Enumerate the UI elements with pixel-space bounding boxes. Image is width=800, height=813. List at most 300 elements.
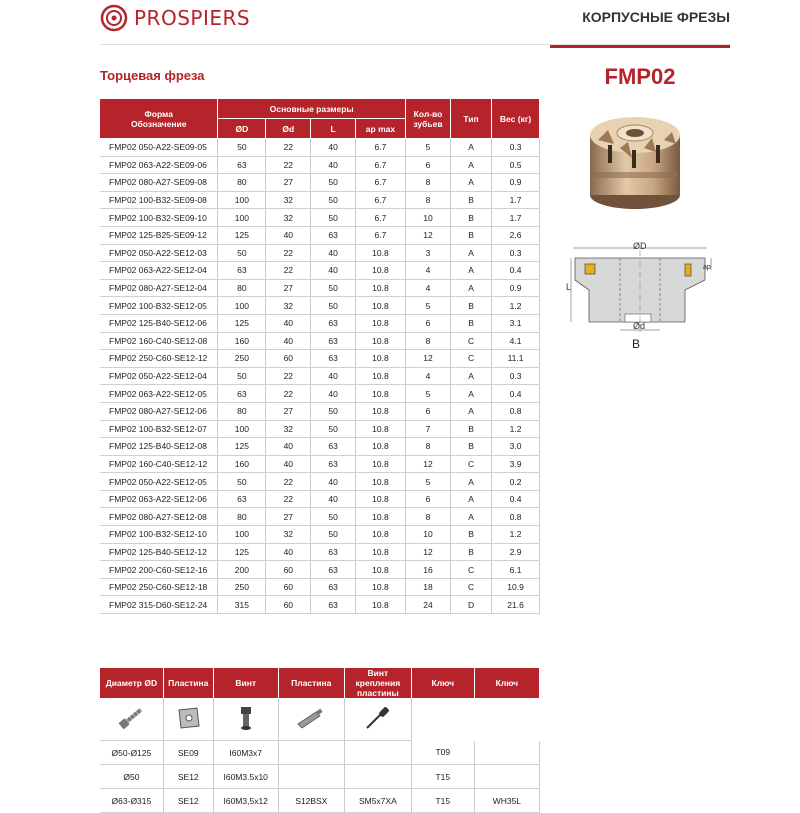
table-cell: 1.2 — [492, 420, 540, 438]
table-cell: 40 — [266, 438, 311, 456]
table-cell: 6.1 — [492, 561, 540, 579]
table-cell: B — [451, 420, 492, 438]
accessories-cell: SE09 — [163, 741, 213, 765]
table-cell: 10.8 — [355, 596, 405, 614]
table-cell: B — [451, 543, 492, 561]
table-cell: A — [451, 244, 492, 262]
designation-cell: FMP02 160-C40-SE12-12 — [100, 455, 218, 473]
table-cell: 0.3 — [492, 367, 540, 385]
table-cell: 12 — [406, 455, 451, 473]
table-cell: A — [451, 402, 492, 420]
header-D: ØD — [218, 119, 266, 139]
table-row — [100, 438, 540, 456]
table-cell: 63 — [311, 455, 356, 473]
designation-cell: FMP02 063-A22-SE12-06 — [100, 490, 218, 508]
table-cell: 63 — [311, 596, 356, 614]
table-cell: 50 — [311, 508, 356, 526]
table-cell: A — [451, 156, 492, 174]
accessories-cell: Ø63-Ø315 — [100, 789, 163, 813]
table-cell: 6.7 — [355, 174, 405, 192]
table-cell: 10.9 — [492, 578, 540, 596]
designation-cell: FMP02 125-B25-SE09-12 — [100, 226, 218, 244]
accessories-header: Пластина — [163, 668, 213, 698]
table-row — [100, 279, 540, 297]
accessories-cell: T09 — [411, 741, 474, 765]
table-cell: A — [451, 367, 492, 385]
table-cell: 60 — [266, 561, 311, 579]
table-cell: 40 — [311, 244, 356, 262]
drawing-type-label: B — [632, 337, 641, 351]
table-cell: 6 — [406, 490, 451, 508]
table-cell: 0.9 — [492, 279, 540, 297]
table-cell: 21.6 — [492, 596, 540, 614]
table-cell: 10.8 — [355, 350, 405, 368]
accessories-row — [100, 789, 540, 813]
table-cell: 6.7 — [355, 156, 405, 174]
table-cell: 63 — [311, 226, 356, 244]
table-cell: 6.7 — [355, 139, 405, 157]
table-cell: 80 — [218, 402, 266, 420]
table-cell: 10.8 — [355, 279, 405, 297]
table-cell: 22 — [266, 244, 311, 262]
accessories-cell: I60M3x7 — [213, 741, 278, 765]
designation-cell: FMP02 315-D60-SE12-24 — [100, 596, 218, 614]
table-cell: 80 — [218, 174, 266, 192]
table-cell: 40 — [266, 543, 311, 561]
table-cell: 50 — [218, 244, 266, 262]
designation-cell: FMP02 063-A22-SE12-04 — [100, 262, 218, 280]
designation-cell: FMP02 100-B32-SE12-05 — [100, 297, 218, 315]
header-ap: ap max — [355, 119, 405, 139]
table-row — [100, 174, 540, 192]
table-cell: 40 — [266, 314, 311, 332]
table-cell: B — [451, 526, 492, 544]
accessories-header: Ключ — [411, 668, 474, 698]
table-cell: 0.3 — [492, 139, 540, 157]
designation-cell: FMP02 100-B32-SE12-07 — [100, 420, 218, 438]
table-cell: 63 — [311, 332, 356, 350]
table-cell: 250 — [218, 350, 266, 368]
accessories-cell: Ø50 — [100, 765, 163, 789]
insert-icon — [173, 704, 203, 732]
table-cell: 10.8 — [355, 578, 405, 596]
table-cell: 40 — [311, 473, 356, 491]
table-cell: 12 — [406, 226, 451, 244]
screw-icon — [114, 704, 148, 732]
table-cell: 10.8 — [355, 543, 405, 561]
table-cell: 50 — [311, 209, 356, 227]
table-cell: 4 — [406, 279, 451, 297]
table-cell: 8 — [406, 174, 451, 192]
table-cell: 3.1 — [492, 314, 540, 332]
table-cell: 0.9 — [492, 174, 540, 192]
table-cell: A — [451, 385, 492, 403]
header-d: Ød — [266, 119, 311, 139]
table-cell: 11.1 — [492, 350, 540, 368]
designation-cell: FMP02 100-B32-SE09-10 — [100, 209, 218, 227]
table-cell: B — [451, 191, 492, 209]
table-cell: A — [451, 473, 492, 491]
table-cell: 5 — [406, 139, 451, 157]
table-cell: 10.8 — [355, 420, 405, 438]
cutter-photo — [580, 100, 690, 215]
table-cell: 40 — [311, 385, 356, 403]
logo-icon — [100, 4, 128, 32]
table-cell: 50 — [311, 174, 356, 192]
table-cell: 63 — [311, 350, 356, 368]
table-cell: A — [451, 262, 492, 280]
table-row — [100, 139, 540, 157]
table-cell: 32 — [266, 191, 311, 209]
table-cell: 80 — [218, 508, 266, 526]
brand-logo — [100, 4, 250, 32]
accessories-cell — [344, 765, 411, 789]
table-cell: 50 — [311, 420, 356, 438]
table-cell: D — [451, 596, 492, 614]
table-cell: 50 — [311, 297, 356, 315]
table-cell: 1.7 — [492, 209, 540, 227]
table-cell: 125 — [218, 314, 266, 332]
designation-cell: FMP02 125-B40-SE12-08 — [100, 438, 218, 456]
accessories-cell — [278, 765, 344, 789]
accessories-row — [100, 741, 540, 765]
table-cell: 12 — [406, 350, 451, 368]
table-cell: 10.8 — [355, 297, 405, 315]
table-cell: C — [451, 578, 492, 596]
designation-cell: FMP02 100-B32-SE12-10 — [100, 526, 218, 544]
table-cell: 8 — [406, 438, 451, 456]
table-cell: 5 — [406, 473, 451, 491]
designation-cell: FMP02 080-A27-SE12-08 — [100, 508, 218, 526]
designation-cell: FMP02 050-A22-SE09-05 — [100, 139, 218, 157]
table-cell: 10.8 — [355, 332, 405, 350]
table-cell: 0.8 — [492, 402, 540, 420]
table-row — [100, 226, 540, 244]
accessories-cell: I60M3.5x10 — [213, 765, 278, 789]
table-cell: 63 — [311, 314, 356, 332]
accessories-header: Винт крепления пластины — [344, 668, 411, 698]
accessories-cell — [474, 765, 539, 789]
designation-cell: FMP02 063-A22-SE12-05 — [100, 385, 218, 403]
table-cell: 5 — [406, 385, 451, 403]
table-cell: 6 — [406, 402, 451, 420]
accessories-cell: Ø50-Ø125 — [100, 741, 163, 765]
accessories-cell: I60M3,5x12 — [213, 789, 278, 813]
table-cell: 50 — [218, 139, 266, 157]
accessories-cell: WH35L — [474, 789, 539, 813]
designation-cell: FMP02 100-B32-SE09-08 — [100, 191, 218, 209]
table-cell: C — [451, 350, 492, 368]
table-row — [100, 526, 540, 544]
table-row — [100, 297, 540, 315]
table-cell: 50 — [311, 279, 356, 297]
table-cell: 60 — [266, 596, 311, 614]
header-dims: Основные размеры — [218, 99, 406, 119]
specs-table — [100, 99, 540, 614]
accessories-table — [100, 668, 540, 813]
table-cell: A — [451, 279, 492, 297]
table-cell: B — [451, 438, 492, 456]
table-cell: 200 — [218, 561, 266, 579]
table-row — [100, 350, 540, 368]
accessories-header: Ключ — [474, 668, 539, 698]
accessories-cell: SE12 — [163, 789, 213, 813]
table-row — [100, 455, 540, 473]
table-cell: A — [451, 174, 492, 192]
table-cell: 22 — [266, 156, 311, 174]
table-row — [100, 543, 540, 561]
table-row — [100, 314, 540, 332]
table-cell: 27 — [266, 174, 311, 192]
table-cell: 4.1 — [492, 332, 540, 350]
accessories-icons-row — [100, 698, 540, 741]
wrench-icon — [361, 704, 395, 732]
brand-name: PROSPIERS — [134, 6, 251, 30]
table-cell: 0.4 — [492, 262, 540, 280]
designation-cell: FMP02 050-A22-SE12-03 — [100, 244, 218, 262]
table-cell: 0.2 — [492, 473, 540, 491]
table-cell: 2.6 — [492, 226, 540, 244]
designation-cell: FMP02 250-C60-SE12-18 — [100, 578, 218, 596]
accessories-cell: SE12 — [163, 765, 213, 789]
designation-cell: FMP02 050-A22-SE12-04 — [100, 367, 218, 385]
accessories-cell: T15 — [411, 765, 474, 789]
table-cell: 32 — [266, 420, 311, 438]
table-cell: 100 — [218, 191, 266, 209]
table-cell: 100 — [218, 297, 266, 315]
table-cell: 24 — [406, 596, 451, 614]
accessories-header: Пластина — [278, 668, 344, 698]
table-row — [100, 332, 540, 350]
table-cell: 10.8 — [355, 526, 405, 544]
key-icon — [294, 704, 328, 732]
table-cell: C — [451, 561, 492, 579]
designation-cell: FMP02 125-B40-SE12-12 — [100, 543, 218, 561]
table-cell: 10 — [406, 209, 451, 227]
drawing-l-label: L — [566, 282, 572, 292]
table-cell: B — [451, 297, 492, 315]
table-cell: 50 — [218, 473, 266, 491]
accessories-cell: SM5x7XA — [344, 789, 411, 813]
table-cell: 1.7 — [492, 191, 540, 209]
table-cell: 10.8 — [355, 385, 405, 403]
table-cell: 40 — [266, 332, 311, 350]
table-cell: 10.8 — [355, 438, 405, 456]
table-cell: 6.7 — [355, 191, 405, 209]
designation-cell: FMP02 200-C60-SE12-16 — [100, 561, 218, 579]
table-cell: 22 — [266, 490, 311, 508]
table-row — [100, 508, 540, 526]
header-form: Форма Обозначение — [100, 99, 218, 139]
designation-cell: FMP02 250-C60-SE12-12 — [100, 350, 218, 368]
table-cell: 10.8 — [355, 455, 405, 473]
table-cell: 4 — [406, 367, 451, 385]
table-cell: A — [451, 490, 492, 508]
table-row — [100, 191, 540, 209]
table-cell: 60 — [266, 350, 311, 368]
table-cell: 100 — [218, 420, 266, 438]
table-cell: 40 — [311, 139, 356, 157]
table-cell: 10 — [406, 526, 451, 544]
table-cell: 50 — [311, 402, 356, 420]
table-cell: A — [451, 139, 492, 157]
accessories-cell — [344, 741, 411, 765]
table-cell: 63 — [311, 578, 356, 596]
table-cell: 0.4 — [492, 490, 540, 508]
table-row — [100, 473, 540, 491]
table-cell: 160 — [218, 332, 266, 350]
table-cell: 10.8 — [355, 367, 405, 385]
table-cell: 32 — [266, 526, 311, 544]
table-cell: B — [451, 209, 492, 227]
table-cell: 3 — [406, 244, 451, 262]
table-cell: 80 — [218, 279, 266, 297]
table-cell: 10.8 — [355, 508, 405, 526]
table-cell: 60 — [266, 578, 311, 596]
table-cell: 40 — [266, 226, 311, 244]
table-row — [100, 402, 540, 420]
table-cell: 5 — [406, 297, 451, 315]
table-cell: B — [451, 314, 492, 332]
header-teeth: Кол-во зубьев — [406, 99, 451, 139]
table-cell: 40 — [311, 490, 356, 508]
table-cell: 63 — [311, 543, 356, 561]
table-cell: 22 — [266, 367, 311, 385]
table-cell: 6 — [406, 314, 451, 332]
table-row — [100, 367, 540, 385]
table-cell: 40 — [311, 367, 356, 385]
table-cell: 10.8 — [355, 561, 405, 579]
table-cell: 63 — [218, 156, 266, 174]
specs-table-body — [100, 139, 540, 614]
drawing-d-label: Ød — [633, 321, 646, 331]
table-row — [100, 262, 540, 280]
accessories-header: Винт — [213, 668, 278, 698]
designation-cell: FMP02 080-A27-SE09-08 — [100, 174, 218, 192]
table-cell: C — [451, 332, 492, 350]
table-cell: 27 — [266, 508, 311, 526]
table-cell: C — [451, 455, 492, 473]
table-cell: 40 — [311, 156, 356, 174]
table-cell: 63 — [311, 438, 356, 456]
accessories-cell — [278, 741, 344, 765]
table-cell: 22 — [266, 473, 311, 491]
table-cell: 160 — [218, 455, 266, 473]
table-cell: 12 — [406, 543, 451, 561]
table-cell: 8 — [406, 191, 451, 209]
table-row — [100, 596, 540, 614]
table-row — [100, 561, 540, 579]
table-cell: 40 — [311, 262, 356, 280]
table-cell: 125 — [218, 543, 266, 561]
designation-cell: FMP02 063-A22-SE09-06 — [100, 156, 218, 174]
table-cell: 63 — [218, 490, 266, 508]
table-cell: 22 — [266, 262, 311, 280]
table-cell: 3.0 — [492, 438, 540, 456]
table-row — [100, 420, 540, 438]
table-cell: 40 — [266, 455, 311, 473]
table-cell: 63 — [311, 561, 356, 579]
table-cell: 315 — [218, 596, 266, 614]
header-accent-bar — [550, 45, 730, 48]
table-cell: 50 — [311, 191, 356, 209]
table-cell: 125 — [218, 438, 266, 456]
accessories-cell — [474, 741, 539, 765]
designation-cell: FMP02 125-B40-SE12-06 — [100, 314, 218, 332]
table-cell: 100 — [218, 209, 266, 227]
section-subtitle: Торцевая фреза — [100, 68, 205, 83]
table-cell: 125 — [218, 226, 266, 244]
table-cell: 250 — [218, 578, 266, 596]
accessories-row — [100, 765, 540, 789]
table-cell: 63 — [218, 385, 266, 403]
clamp-screw-icon — [231, 704, 261, 732]
table-cell: 27 — [266, 402, 311, 420]
table-row — [100, 578, 540, 596]
table-row — [100, 490, 540, 508]
table-row — [100, 209, 540, 227]
header-type: Тип — [451, 99, 492, 139]
table-cell: 22 — [266, 139, 311, 157]
designation-cell: FMP02 160-C40-SE12-08 — [100, 332, 218, 350]
table-cell: 0.8 — [492, 508, 540, 526]
accessories-header: Диаметр ØD — [100, 668, 163, 698]
table-cell: 7 — [406, 420, 451, 438]
table-cell: 6 — [406, 156, 451, 174]
table-cell: 10.8 — [355, 314, 405, 332]
table-cell: 18 — [406, 578, 451, 596]
table-cell: 50 — [218, 367, 266, 385]
table-cell: 32 — [266, 209, 311, 227]
designation-cell: FMP02 080-A27-SE12-06 — [100, 402, 218, 420]
table-cell: B — [451, 226, 492, 244]
table-cell: 16 — [406, 561, 451, 579]
table-cell: 10.8 — [355, 473, 405, 491]
table-cell: 0.4 — [492, 385, 540, 403]
header-L: L — [311, 119, 356, 139]
table-cell: 0.5 — [492, 156, 540, 174]
table-cell: 22 — [266, 385, 311, 403]
accessories-cell: S12BSX — [278, 789, 344, 813]
table-cell: 50 — [311, 526, 356, 544]
table-cell: 1.2 — [492, 526, 540, 544]
table-cell: 10.8 — [355, 244, 405, 262]
category-title: КОРПУСНЫЕ ФРЕЗЫ — [582, 9, 730, 25]
header-weight: Вес (кг) — [492, 99, 540, 139]
table-cell: 8 — [406, 332, 451, 350]
table-row — [100, 244, 540, 262]
designation-cell: FMP02 050-A22-SE12-05 — [100, 473, 218, 491]
model-title: FMP02 — [604, 64, 676, 89]
table-row — [100, 156, 540, 174]
table-cell: 10.8 — [355, 262, 405, 280]
table-cell: 63 — [218, 262, 266, 280]
table-cell: 0.3 — [492, 244, 540, 262]
table-cell: 4 — [406, 262, 451, 280]
table-cell: 6.7 — [355, 226, 405, 244]
table-row — [100, 385, 540, 403]
table-cell: 27 — [266, 279, 311, 297]
table-cell: 6.7 — [355, 209, 405, 227]
accessories-cell: T15 — [411, 789, 474, 813]
table-cell: 10.8 — [355, 490, 405, 508]
table-cell: 10.8 — [355, 402, 405, 420]
table-cell: 2.9 — [492, 543, 540, 561]
table-cell: A — [451, 508, 492, 526]
table-cell: 1.2 — [492, 297, 540, 315]
table-cell: 100 — [218, 526, 266, 544]
table-cell: 3.9 — [492, 455, 540, 473]
